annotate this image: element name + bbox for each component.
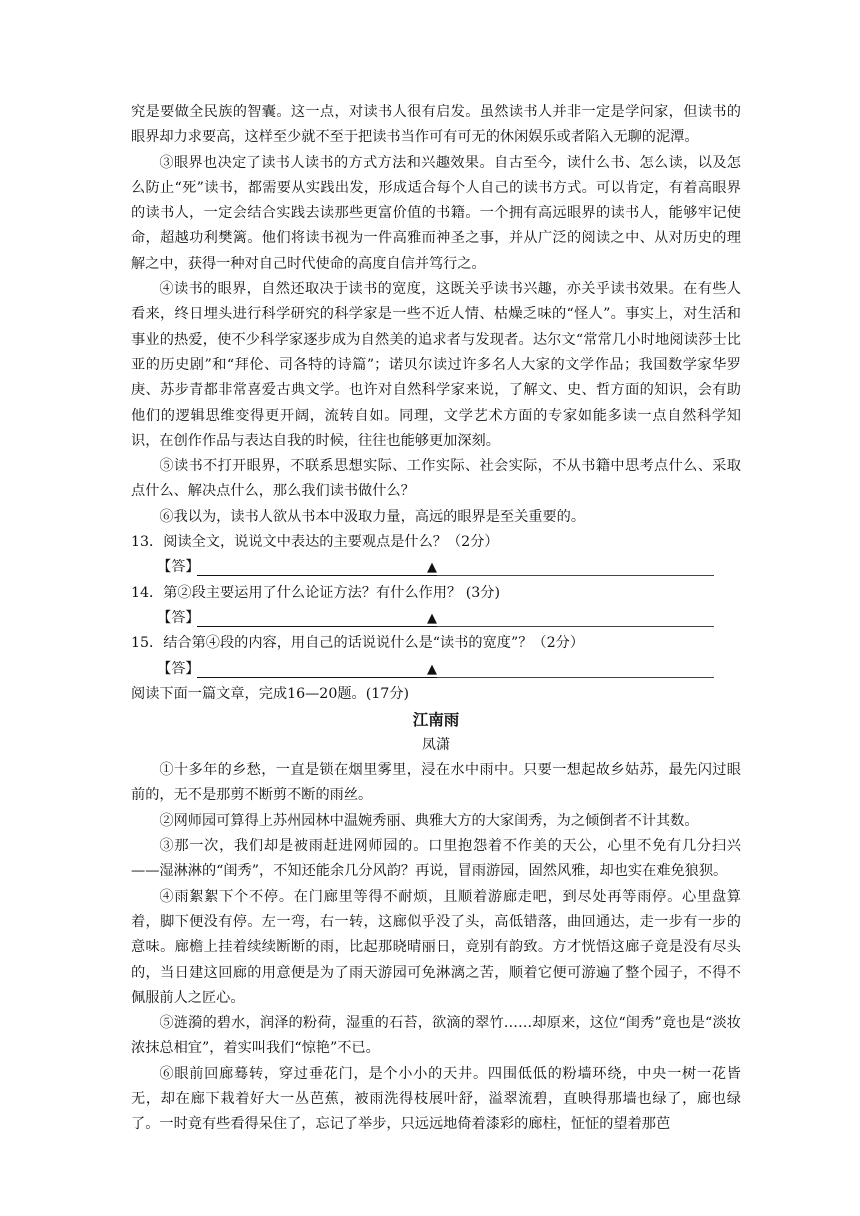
article-title: 江南雨: [412, 711, 460, 730]
article-paragraph-1: ①十多年的乡愁，一直是锁在烟里雾里，浸在水中雨中。只要一想起故乡姑苏，最先闪过眼前的，无不是那剪不断剪不断的雨丝。: [131, 762, 741, 804]
answer-underline: [197, 677, 437, 678]
article-author: 凤潇: [421, 737, 451, 754]
article-paragraph-2: ②网师园可算得上苏州园林中温婉秀丽、典雅大方的大家闺秀，为之倾倒者不计其数。: [159, 812, 699, 829]
answer-label: 【答】: [157, 660, 200, 677]
question-text: 14．第②段主要运用了什么论证方法？有什么作用？ (3分): [131, 584, 500, 601]
essay-paragraph-4: ④读书的眼界，自然还取决于读书的宽度，这既关乎读书兴趣，亦关乎读书效果。在有些人看来，终日埋头进行科学研究的科学家是一些不近人情、枯燥乏味的“怪人”。事实上，对生活和事业的热爱，使不少科学家逐步成为自然美的追求者与发现者。达尔文“常常几小时地阅读莎士比亚的历史剧”和“拜伦、司各特的诗篇”；诺贝尔读过许多名人大家的文学作品；我国数学家华罗庚、苏步青都非常喜爱古典文学。也许对自然科学家来说，了解文、史、哲方面的知识，会有助他们的逻辑思维变得更开阔，流转自如。同理，文学艺术方面的专家如能多读一点自然科学知识，在创作作品与表达自我的时候，往往也能够更加深刻。: [131, 281, 741, 449]
essay-paragraph-5: ⑤读书不打开眼界，不联系思想实际、工作实际、社会实际，不从书籍中思考点什么、采取点什么、解决点什么，那么我们读书做什么？: [131, 458, 741, 500]
answer-underline: [197, 626, 437, 627]
article-paragraph-6: ⑥眼前回廊蓦转，穿过垂花门，是个小小的天井。四围低低的粉墙环绕，中央一树一花皆无，却在廊下栽着好大一丛芭蕉，被雨洗得枝展叶舒，溢翠流碧，直映得那墙也绿了，廊也绿了。一时竟有些看得呆住了，忘记了举步，只远远地倚着漆彩的廊柱，怔怔的望着那芭: [131, 1065, 741, 1133]
section-instruction: 阅读下面一篇文章，完成16—20题。(17分): [131, 685, 410, 702]
triangle-marker: ▲: [427, 560, 437, 576]
essay-paragraph-6: ⑥我以为，读书人欲从书本中汲取力量，高远的眼界是至关重要的。: [159, 508, 586, 525]
answer-line[interactable]: [131, 657, 741, 682]
triangle-marker: ▲: [427, 661, 437, 677]
question-15: [131, 631, 741, 682]
answer-underline-tail: [437, 626, 714, 627]
question-text: 15．结合第④段的内容，用自己的话说说什么是“读书的宽度”？（2分）: [131, 635, 585, 652]
triangle-marker: ▲: [427, 610, 437, 626]
answer-label: 【答】: [157, 609, 200, 626]
answer-underline: [197, 575, 437, 576]
question-text: 13．阅读全文，说说文中表达的主要观点是什么？（2分）: [131, 534, 499, 551]
exam-page: [131, 100, 741, 1138]
question-14: [131, 581, 741, 632]
essay-paragraph-3: ③眼界也决定了读书人读书的方式方法和兴趣效果。自古至今，读什么书、怎么读，以及怎么防止“死”读书，都需要从实践出发，形成适合每个人自己的读书方式。可以肯定，有着高眼界的读书人，一定会结合实践去读那些更富价值的书籍。一个拥有高远眼界的读书人，能够牢记使命，超越功利樊篱。他们将读书视为一件高雅而神圣之事，并从广泛的阅读之中、从对历史的理解之中，获得一种对自己时代使命的高度自信并笃行之。: [131, 154, 741, 272]
answer-line[interactable]: [131, 606, 741, 631]
essay-paragraph-intro-tail: 究是要做全民族的智囊。这一点，对读书人很有启发。虽然读书人并非一定是学问家，但读书的眼界却力求要高，这样至少就不至于把读书当作可有可无的休闲娱乐或者陷入无聊的泥潭。: [131, 104, 741, 146]
article-paragraph-4: ④雨絮絮下个不停。在门廊里等得不耐烦，且顺着游廊走吧，到尽处再等雨停。心里盘算着，脚下便没有停。左一弯，右一转，这廊似乎没了头，高低错落，曲回通达，走一步有一步的意味。廊檐上挂着续续断断的雨，比起那晓晴丽日，竟别有韵致。方才恍悟这廊子竟是没有尽头的，当日建这回廊的用意便是为了雨天游园可免淋漓之苦，顺着它便可游遍了整个园子，不得不佩服前人之匠心。: [131, 888, 741, 1006]
answer-underline-tail: [437, 575, 714, 576]
question-13: [131, 530, 741, 581]
answer-label: 【答】: [157, 559, 200, 576]
answer-line[interactable]: [131, 555, 741, 580]
answer-underline-tail: [437, 677, 714, 678]
article-paragraph-5: ⑤涟漪的碧水，润泽的粉荷，湿重的石苔，欲滴的翠竹……却原来，这位“闺秀”竟也是“淡妆浓抹总相宜”，着实叫我们“惊艳”不已。: [131, 1015, 741, 1057]
article-paragraph-3: ③那一次，我们却是被雨赶进网师园的。口里抱怨着不作美的天公，心里不免有几分扫兴——湿淋淋的“闺秀”，不知还能余几分风韵？再说，冒雨游园，固然风雅，却也实在难免狼狈。: [131, 838, 741, 880]
